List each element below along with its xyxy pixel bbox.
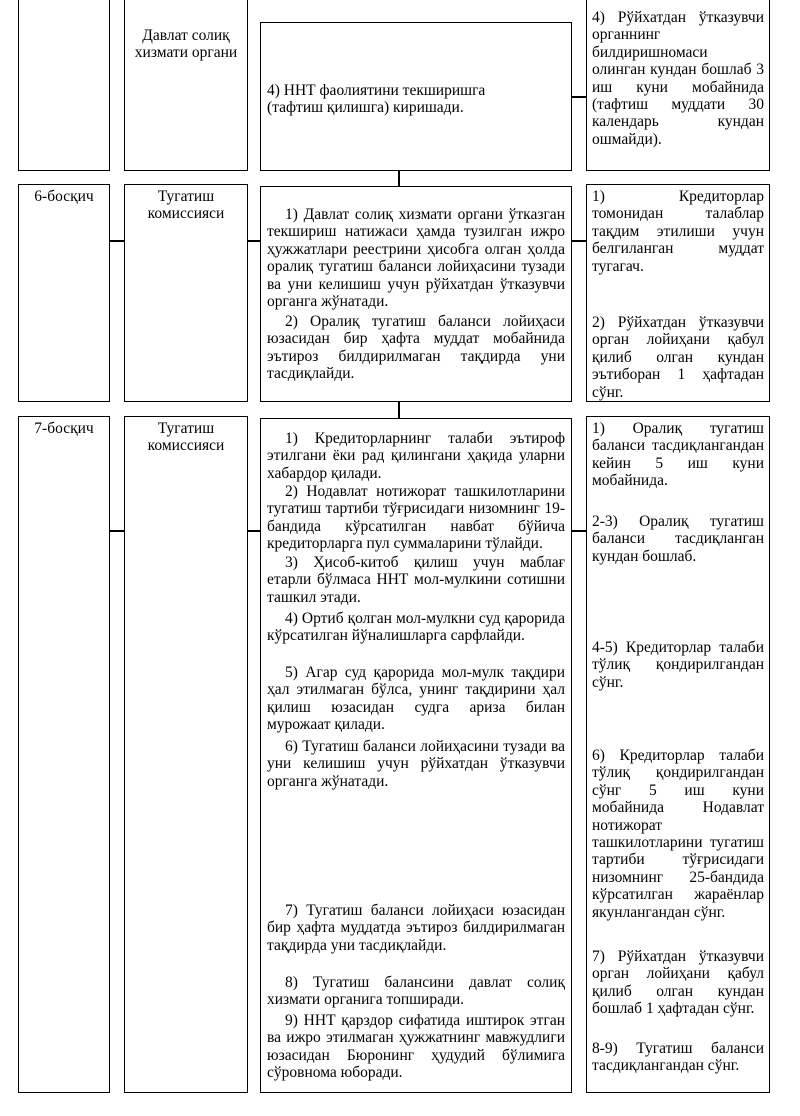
block7-action-4: 4) Ортиб қолган мол-мулкни суд қарорида кўрсатилган йўналишларга сарфлайди. [267, 610, 565, 645]
block7-stage-cell [18, 416, 110, 1093]
block7-stage: 7-босқич [34, 420, 94, 437]
connector-responsible-to-action-7 [248, 530, 260, 532]
block7-responsible: Тугатиш комиссияси [147, 420, 225, 455]
block7-action-9: 9) ННТ қарздор сифатида иштирок этган ва ижро этилмаган ҳужжатнинг мавжудлиги юзасидан Бюронинг ҳудудий бўлимига сўровнома юборади. [267, 1012, 565, 1082]
connector-down-5-6 [398, 171, 400, 186]
block6-responsible: Тугатиш комиссияси [147, 188, 225, 223]
block7-deadline-45: 4-5) Кредиторлар талаби тўлиқ қондирилгандан сўнг. [592, 639, 764, 691]
connector-stage-to-responsible-6 [110, 240, 124, 242]
block7-action-7: 7) Тугатиш баланси лойиҳаси юзасидан бир ҳафта муддатда эътироз билдирилмаган тақдирда уни тасдиқлайди. [267, 902, 565, 954]
connector-action-to-deadline-6 [572, 240, 586, 242]
block7-action-8: 8) Тугатиш балансини давлат солиқ хизмати органига топширади. [267, 974, 565, 1009]
block5-responsible: Давлат солиқ хизмати органи [134, 27, 238, 62]
block6-action-2: 2) Оралиқ тугатиш баланси лойиҳаси юзасидан бир ҳафта муддат мобайнида эътироз билдирилмаган тақдирда уни тасдиқлайди. [267, 313, 565, 383]
block5-deadline: 4) Рўйхатдан ўтказувчи органнинг билдиришномаси олинган кундан бошлаб 3 иш куни мобайнида (тафтиш муддати 30 календарь кундан ошмайди). [592, 9, 764, 148]
block7-action-3: 3) Ҳисоб-китоб қилиш учун маблағ етарли бўлмаса ННТ мол-мулкини сотишни ташкил этади. [267, 554, 565, 606]
block7-action-2: 2) Нодавлат нотижорат ташкилотларини тугатиш тартиби тўғрисидаги низомнинг 19-бандида кўрсатилган навбат бўйича кредиторларга пул суммаларини тўлайди. [267, 483, 565, 553]
block6-action-1: 1) Давлат солиқ хизмати органи ўтказган текшириш натижаси ҳамда тузилган ижро ҳужжатлари реестрини ҳисобга олган ҳолда оралиқ тугатиш баланси лойиҳасини тузади ва уни келишиш учун рўйхатдан ўтказувчи органга жўнатади. [267, 206, 565, 311]
connector-responsible-to-action-6 [248, 240, 260, 242]
block7-action-5: 5) Агар суд қарорида мол-мулк тақдири ҳал этилмаган бўлса, унинг тақдирини ҳал қилиш юзасидан судга ариза билан мурожаат қилади. [267, 664, 565, 734]
block5-action: 4) ННТ фаолиятини текширишга (тафтиш қилишга) киришади. [267, 82, 486, 117]
connector-action-to-deadline-5 [572, 96, 586, 98]
block7-deadline-23: 2-3) Оралиқ тугатиш баланси тасдиқланган кундан бошлаб. [592, 513, 764, 565]
connector-action-to-deadline-7 [572, 530, 586, 532]
block5-stage-cell [18, 0, 110, 171]
block7-action-6: 6) Тугатиш баланси лойиҳасини тузади ва уни келишиш учун рўйхатдан ўтказувчи органга жўнатади. [267, 738, 565, 790]
block7-deadline-6: 6) Кредиторлар талаби тўлиқ қондирилгандан сўнг 5 иш куни мобайнида Нодавлат нотижорат ташкилотларини тугатиш тартиби тўғрисидаги низомнинг 25-бандида кўрсатилган жараёнлар якунлангандан сўнг. [592, 747, 764, 921]
block6-deadline-1: 1) Кредиторлар томонидан талаблар тақдим этилиши учун белгиланган муддат тугагач. [592, 188, 764, 275]
block7-action-1: 1) Кредиторларнинг талаби эътироф этилгани ёки рад қилингани ҳақида уларни хабардор қилади. [267, 430, 565, 482]
block6-stage: 6-босқич [34, 188, 94, 205]
block5-responsible-cell [124, 0, 248, 171]
connector-down-6-7 [398, 402, 400, 418]
block6-deadline-2: 2) Рўйхатдан ўтказувчи орган лойиҳани қабул қилиб олган кундан эътиборан 1 ҳафтадан сўнг. [592, 314, 764, 401]
block6-stage-cell [18, 184, 110, 402]
connector-stage-to-responsible-7 [110, 530, 124, 532]
block7-responsible-cell [124, 416, 248, 1093]
block7-deadline-7: 7) Рўйхатдан ўтказувчи орган лойиҳани қабул қилиб олган кундан бошлаб 1 ҳафтадан сўнг. [592, 948, 764, 1018]
block7-deadline-1: 1) Оралиқ тугатиш баланси тасдиқлангандан кейин 5 иш куни мобайнида. [592, 420, 764, 490]
block7-deadline-89: 8-9) Тугатиш баланси тасдиқлангандан сўнг. [592, 1040, 764, 1075]
